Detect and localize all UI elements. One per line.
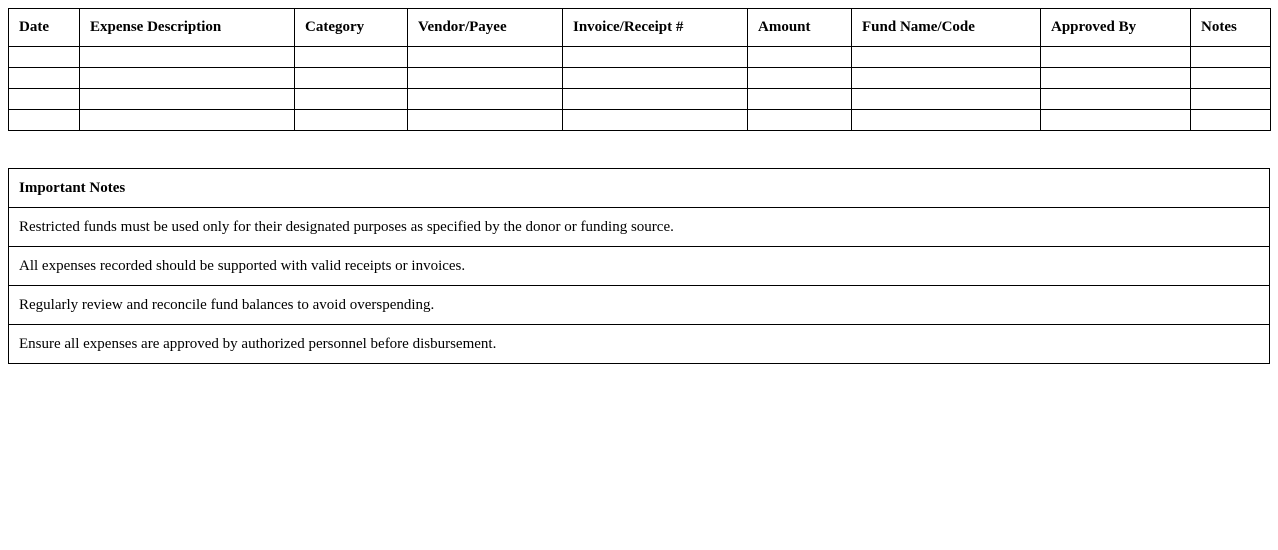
table-cell[interactable] xyxy=(9,89,80,110)
list-item xyxy=(9,325,1270,364)
table-cell[interactable] xyxy=(295,110,408,131)
table-cell[interactable] xyxy=(295,89,408,110)
column-header-fund-name-code: Fund Name/Code xyxy=(852,9,1041,47)
table-cell[interactable] xyxy=(9,110,80,131)
table-row xyxy=(9,68,1271,89)
important-notes-table xyxy=(8,168,1270,364)
list-item xyxy=(9,208,1270,247)
table-cell[interactable] xyxy=(563,68,748,89)
expense-table xyxy=(8,8,1271,131)
list-item xyxy=(9,286,1270,325)
table-cell[interactable] xyxy=(1041,68,1191,89)
table-cell[interactable] xyxy=(408,68,563,89)
table-cell[interactable] xyxy=(408,89,563,110)
table-cell[interactable] xyxy=(1191,110,1271,131)
table-cell[interactable] xyxy=(748,110,852,131)
table-cell[interactable] xyxy=(748,47,852,68)
table-cell[interactable] xyxy=(1041,110,1191,131)
table-cell[interactable] xyxy=(295,47,408,68)
table-cell[interactable] xyxy=(80,110,295,131)
table-cell[interactable] xyxy=(1191,68,1271,89)
table-cell[interactable] xyxy=(748,89,852,110)
note-text: Restricted funds must be used only for their designated purposes as specified by the donor or funding source. xyxy=(9,208,1270,247)
table-cell[interactable] xyxy=(80,47,295,68)
column-header-expense-description: Expense Description xyxy=(80,9,295,47)
table-cell[interactable] xyxy=(852,68,1041,89)
note-text: All expenses recorded should be supported with valid receipts or invoices. xyxy=(9,247,1270,286)
table-cell[interactable] xyxy=(408,47,563,68)
note-text: Regularly review and reconcile fund balances to avoid overspending. xyxy=(9,286,1270,325)
table-cell[interactable] xyxy=(852,110,1041,131)
note-text: Ensure all expenses are approved by authorized personnel before disbursement. xyxy=(9,325,1270,364)
important-notes-title: Important Notes xyxy=(9,169,1270,208)
table-cell[interactable] xyxy=(9,47,80,68)
column-header-amount: Amount xyxy=(748,9,852,47)
table-cell[interactable] xyxy=(852,47,1041,68)
column-header-date: Date xyxy=(9,9,80,47)
list-item xyxy=(9,247,1270,286)
table-cell[interactable] xyxy=(295,68,408,89)
table-cell[interactable] xyxy=(852,89,1041,110)
table-cell[interactable] xyxy=(1191,47,1271,68)
table-cell[interactable] xyxy=(1041,89,1191,110)
table-row xyxy=(9,47,1271,68)
column-header-approved-by: Approved By xyxy=(1041,9,1191,47)
table-row xyxy=(9,110,1271,131)
column-header-vendor-payee: Vendor/Payee xyxy=(408,9,563,47)
table-cell[interactable] xyxy=(80,68,295,89)
table-cell[interactable] xyxy=(408,110,563,131)
table-cell[interactable] xyxy=(563,89,748,110)
table-cell[interactable] xyxy=(1191,89,1271,110)
table-cell[interactable] xyxy=(80,89,295,110)
column-header-category: Category xyxy=(295,9,408,47)
table-cell[interactable] xyxy=(748,68,852,89)
column-header-invoice-receipt: Invoice/Receipt # xyxy=(563,9,748,47)
table-cell[interactable] xyxy=(1041,47,1191,68)
column-header-notes: Notes xyxy=(1191,9,1271,47)
table-cell[interactable] xyxy=(563,110,748,131)
notes-header-row xyxy=(9,169,1270,208)
table-cell[interactable] xyxy=(563,47,748,68)
table-cell[interactable] xyxy=(9,68,80,89)
table-row xyxy=(9,89,1271,110)
expense-table-header-row xyxy=(9,9,1271,47)
